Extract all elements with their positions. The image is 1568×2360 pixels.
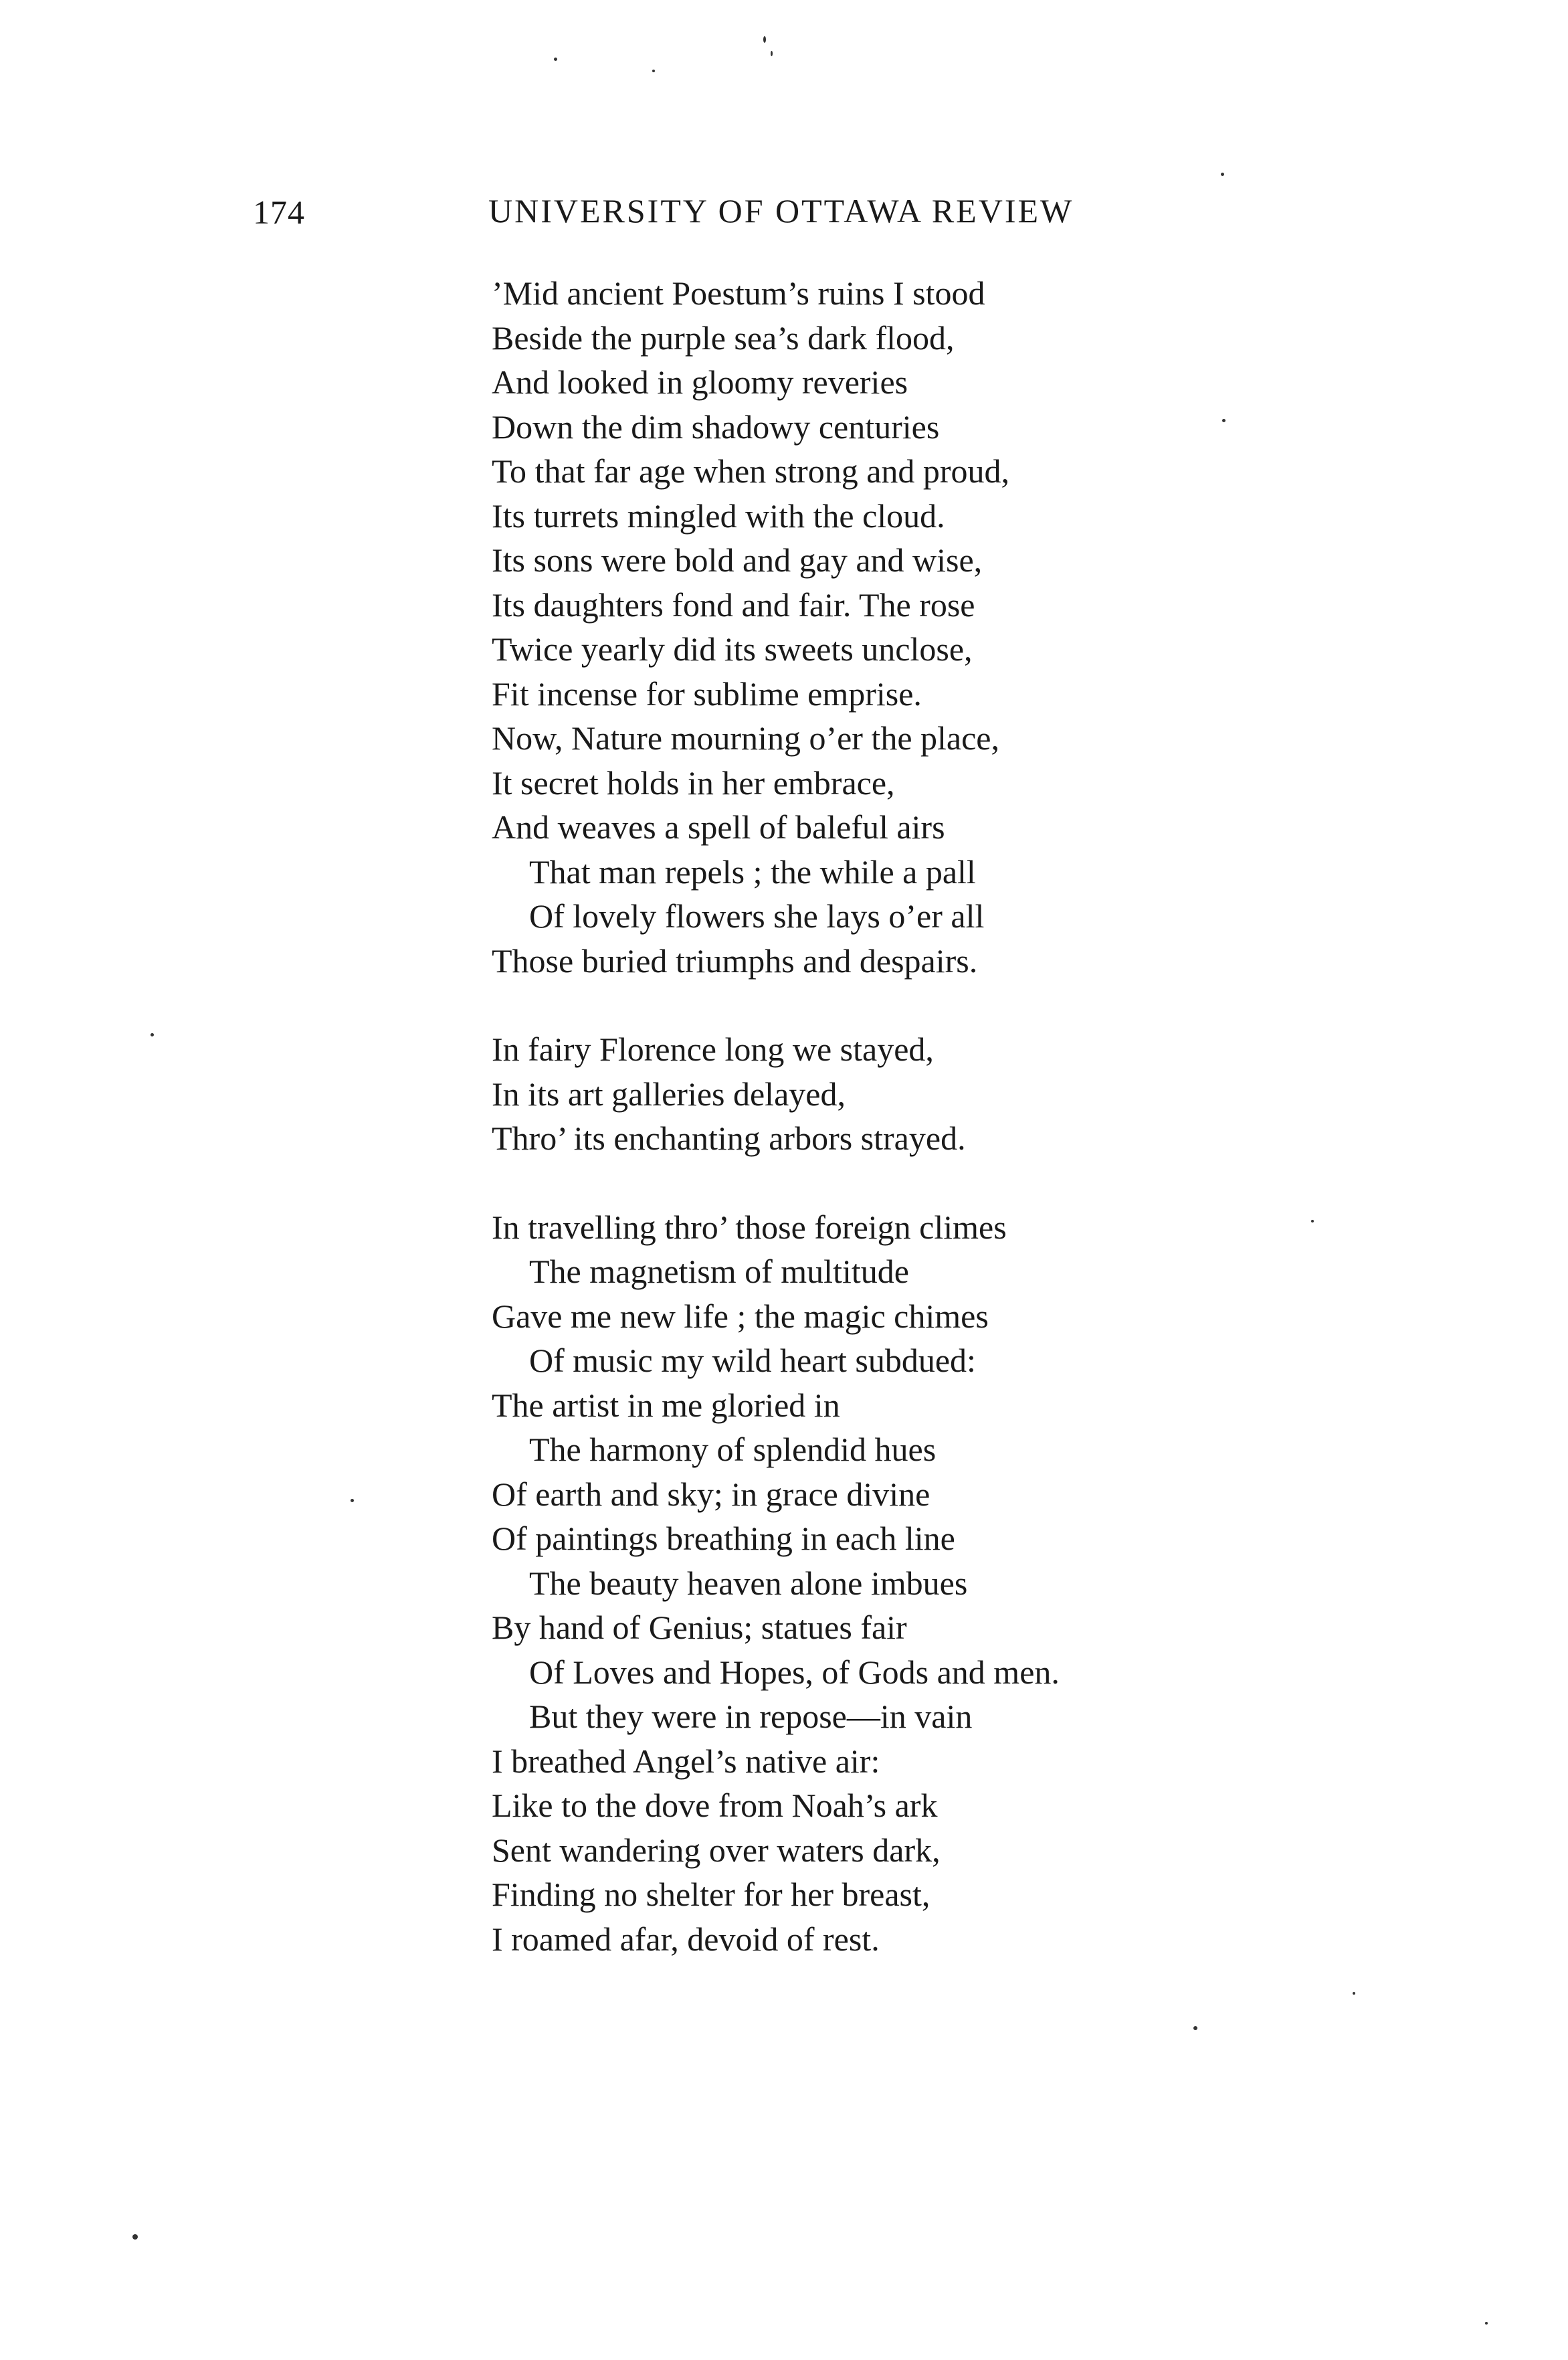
scan-speck [132,2234,138,2240]
scan-speck [771,51,773,56]
poem-line: Now, Nature mourning o’er the place, [492,719,999,757]
poem-line: To that far age when strong and proud, [492,452,1010,490]
poem-line: Finding no shelter for her breast, [492,1876,930,1913]
stanza [492,1205,1428,1962]
scan-speck [1485,2322,1488,2325]
scan-speck [554,58,557,61]
stanza [492,271,1428,983]
scan-speck [1222,419,1226,422]
scan-speck [763,36,766,43]
scan-speck [1221,173,1224,176]
scan-speck [351,1499,354,1502]
poem-line: The beauty heaven alone imbues [529,1564,968,1602]
poem-line: Gave me new life ; the magic chimes [492,1297,989,1335]
poem-line: But they were in repose—in vain [529,1698,973,1735]
poem-line: Its turrets mingled with the cloud. [492,496,945,535]
poem-line: In fairy Florence long we stayed, [492,1030,934,1068]
poem-line: Down the dim shadowy centuries [492,407,940,446]
poem-line: Its sons were bold and gay and wise, [492,541,983,579]
poem-line: Sent wandering over waters dark, [492,1831,941,1869]
poem [492,271,1428,1961]
poem-line: I roamed afar, devoid of rest. [492,1920,880,1958]
poem-line: In travelling thro’ those foreign climes [492,1208,1007,1246]
poem-line: Of earth and sky; in grace divine [492,1475,930,1513]
scan-speck [652,70,655,72]
poem-line: Beside the purple sea’s dark flood, [492,319,955,357]
page-number: 174 [253,193,305,231]
poem-line: In its art galleries delayed, [492,1075,846,1113]
running-head: UNIVERSITY OF OTTAWA REVIEW [488,192,1074,230]
poem-line: Of paintings breathing in each line [492,1520,955,1557]
poem-line: ’Mid ancient Poestum’s ruins I stood [492,274,985,312]
poem-line: Thro’ its enchanting arbors strayed. [492,1119,966,1157]
poem-line: Fit incense for sublime emprise. [492,674,922,713]
poem-line: The artist in me gloried in [492,1386,840,1424]
poem-line: Twice yearly did its sweets unclose, [492,630,973,668]
poem-line: And looked in gloomy reveries [492,363,908,401]
poem-line: It secret holds in her embrace, [492,763,895,802]
poem-line: The magnetism of multitude [529,1253,909,1290]
poem-line: Of lovely flowers she lays o’er all [529,897,985,935]
stanza [492,1027,1428,1161]
poem-line: Those buried triumphs and despairs. [492,941,978,980]
poem-line: By hand of Genius; statues fair [492,1609,907,1646]
poem-line: Of music my wild heart subdued: [529,1342,976,1379]
scan-speck [1353,1992,1355,1995]
poem-line: I breathed Angel’s native air: [492,1742,880,1780]
poem-line: And weaves a spell of baleful airs [492,808,945,846]
scan-speck [1193,2026,1197,2030]
poem-line: Like to the dove from Noah’s ark [492,1787,938,1824]
scan-speck [151,1033,154,1036]
poem-line: The harmony of splendid hues [529,1431,937,1468]
poem-line: Its daughters fond and fair. The rose [492,585,975,624]
scan-speck [1311,1220,1314,1222]
poem-line: Of Loves and Hopes, of Gods and men. [529,1653,1060,1691]
poem-line: That man repels ; the while a pall [529,852,976,891]
